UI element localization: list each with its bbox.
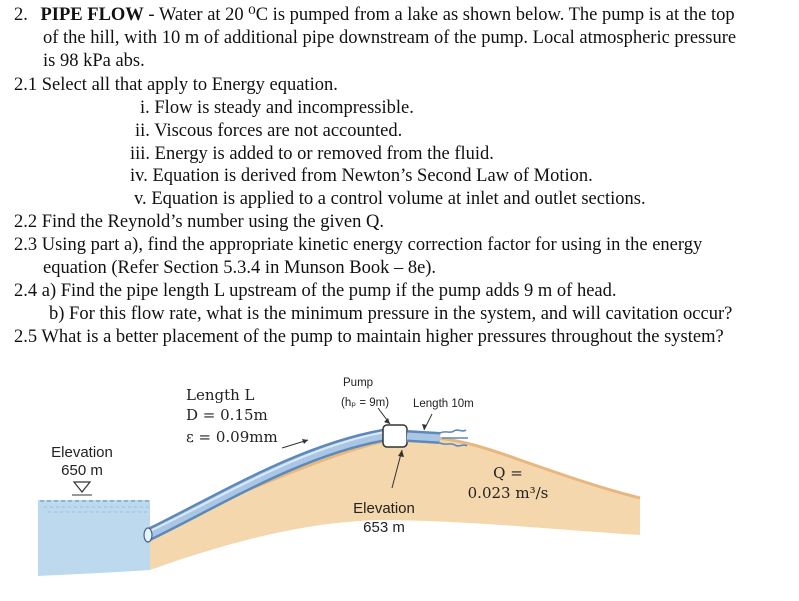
figure-drawing (0, 360, 799, 601)
pipe-downstream-inner (407, 436, 440, 438)
problem-intro-2: of the hill, with 10 m of additional pipe downstream of the pump. Local atmospheric pressure (43, 28, 737, 48)
option-iv (130, 165, 593, 187)
question-2-2 (14, 211, 384, 233)
problem-intro-1: - Water at 20 ⁰C is pumped from a lake as shown below. The pump is at the top (143, 5, 735, 25)
lake-elevation-value: 650 m (61, 462, 103, 479)
option-ii (135, 120, 402, 142)
flow-rate-label: Q = (493, 464, 523, 482)
question-number: 2.4 (14, 281, 38, 301)
question-number: 2.3 (14, 235, 38, 255)
option-number: i. (140, 98, 150, 118)
option-text: Equation is derived from Newton’s Second Law of Motion. (152, 166, 593, 186)
pump-label: Pump (343, 377, 374, 389)
hill-elevation-label: Elevation (353, 500, 415, 517)
option-v (134, 188, 646, 210)
pump-head-label: (hₚ = 9m) (341, 397, 390, 409)
option-number: iv. (130, 166, 148, 186)
question-2-1 (14, 74, 338, 96)
pipe-inlet (144, 528, 152, 542)
question-part-a: a) Find the pipe length L upstream of the pump if the pump adds 9 m of head. (41, 281, 617, 301)
option-text: Equation is applied to a control volume at inlet and outlet sections. (151, 189, 646, 209)
water-level-triangle (74, 482, 90, 492)
option-text: Energy is added to or removed from the fluid. (154, 144, 494, 164)
option-i (140, 97, 414, 119)
problem-intro-3: is 98 kPa abs. (43, 51, 145, 71)
question-2-5 (14, 326, 724, 348)
pump-body (383, 425, 407, 447)
question-number: 2.5 (14, 327, 38, 347)
length-label: Length L (186, 386, 255, 404)
question-text: Select all that apply to Energy equation. (41, 75, 338, 95)
option-number: iii. (130, 144, 151, 164)
option-number: ii. (135, 121, 150, 141)
problem-line-1 (14, 4, 735, 26)
question-text: Find the Reynold’s number using the given Q. (41, 212, 384, 232)
problem-title: PIPE FLOW (40, 5, 144, 25)
pipe-flow-figure (0, 360, 799, 601)
flow-rate-value: 0.023 m³/s (467, 484, 549, 502)
option-text: Flow is steady and incompressible. (154, 98, 414, 118)
lake-water (38, 500, 150, 576)
question-text: What is a better placement of the pump to maintain higher pressures throughout the system? (41, 327, 724, 347)
option-number: v. (134, 189, 147, 209)
length-10m-label: Length 10m (413, 398, 474, 410)
question-number: 2.1 (14, 75, 38, 95)
question-number: 2.2 (14, 212, 38, 232)
question-2-3 (14, 234, 702, 256)
question-2-4 (14, 280, 617, 302)
diameter-label: D = 0.15m (186, 406, 268, 424)
hill-elevation-value: 653 m (363, 519, 405, 536)
question-2-4-b: b) For this flow rate, what is the minimum pressure in the system, and will cavitation occur? (49, 304, 733, 324)
option-text: Viscous forces are not accounted. (154, 121, 403, 141)
problem-number: 2. (14, 5, 28, 25)
leader-pump-arrow (384, 418, 390, 424)
leader-length10-arrow (422, 424, 427, 430)
question-2-3-cont: equation (Refer Section 5.3.4 in Munson Book – 8e). (43, 258, 437, 278)
roughness-label: ε = 0.09mm (186, 428, 278, 446)
question-text: Using part a), find the appropriate kinetic energy correction factor for using in the energy (41, 235, 703, 255)
option-iii (130, 143, 494, 165)
lake-elevation-label: Elevation (51, 444, 113, 461)
